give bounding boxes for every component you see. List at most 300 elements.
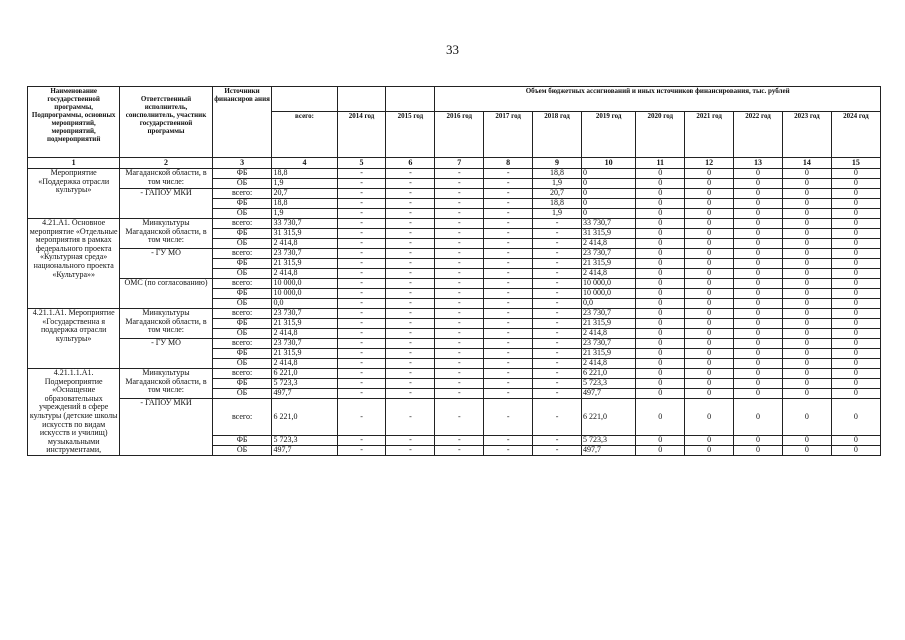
year-value: - <box>484 349 533 359</box>
year-value: - <box>337 369 386 379</box>
year-value: 0 <box>636 445 685 455</box>
year-value: 0 <box>831 199 880 209</box>
year-value: 0 <box>685 199 734 209</box>
year-value: - <box>533 339 582 349</box>
total-value: 1,9 <box>272 179 337 189</box>
year-value: 0 <box>734 239 783 249</box>
year-value: 33 730,7 <box>581 219 635 229</box>
year-value: 0 <box>734 319 783 329</box>
year-value: - <box>533 445 582 455</box>
year-value: - <box>337 299 386 309</box>
year-value: 0 <box>636 269 685 279</box>
year-value: - <box>533 229 582 239</box>
funding-source: ОБ <box>212 329 272 339</box>
year-value: 0 <box>685 209 734 219</box>
table-row <box>28 279 881 289</box>
total-value: 497,7 <box>272 445 337 455</box>
executor: - ГАПОУ МКИ <box>120 189 212 219</box>
year-value: 0 <box>685 259 734 269</box>
year-value: 1,9 <box>533 209 582 219</box>
total-value: 21 315,9 <box>272 259 337 269</box>
year-value: 23 730,7 <box>581 339 635 349</box>
total-value: 2 414,8 <box>272 359 337 369</box>
year-value: - <box>337 189 386 199</box>
total-value: 33 730,7 <box>272 219 337 229</box>
year-value: - <box>435 349 484 359</box>
total-value: 18,8 <box>272 199 337 209</box>
total-value: 6 221,0 <box>272 399 337 436</box>
year-value: - <box>533 359 582 369</box>
year-value: 0 <box>831 299 880 309</box>
year-value: 0 <box>782 259 831 269</box>
year-value: - <box>337 339 386 349</box>
year-value: - <box>484 389 533 399</box>
year-value: - <box>484 249 533 259</box>
year-value: - <box>386 309 435 319</box>
year-value: - <box>533 309 582 319</box>
year-value: 0 <box>734 229 783 239</box>
year-value: 0 <box>636 299 685 309</box>
header-executor: Ответственный исполнитель, соисполнитель, участник государственной программы <box>120 87 212 158</box>
header-year: 2014 год <box>337 112 386 158</box>
year-value: - <box>484 219 533 229</box>
year-value: 0 <box>782 229 831 239</box>
year-value: 0 <box>831 339 880 349</box>
year-value: 0 <box>685 179 734 189</box>
funding-source: ФБ <box>212 199 272 209</box>
executor: ОМС (по согласованию) <box>120 279 212 309</box>
year-value: 21 315,9 <box>581 259 635 269</box>
year-value: 10 000,0 <box>581 289 635 299</box>
year-value: - <box>484 309 533 319</box>
year-value: - <box>435 259 484 269</box>
year-value: 0 <box>782 399 831 436</box>
year-value: 0 <box>734 339 783 349</box>
header-year: 2019 год <box>581 112 635 158</box>
year-value: 0 <box>831 169 880 179</box>
year-value: 0 <box>831 239 880 249</box>
year-value: - <box>435 179 484 189</box>
total-value: 497,7 <box>272 389 337 399</box>
year-value: - <box>435 269 484 279</box>
header-year: 2022 год <box>734 112 783 158</box>
year-value: 0 <box>734 309 783 319</box>
table-row <box>28 309 881 319</box>
year-value: 0 <box>782 209 831 219</box>
year-value: - <box>386 359 435 369</box>
year-value: 0 <box>636 199 685 209</box>
year-value: - <box>337 259 386 269</box>
year-value: 10 000,0 <box>581 279 635 289</box>
total-value: 10 000,0 <box>272 279 337 289</box>
year-value: - <box>386 279 435 289</box>
year-value: 18,8 <box>533 169 582 179</box>
year-value: 0 <box>734 279 783 289</box>
year-value: 0 <box>734 399 783 436</box>
year-value: - <box>533 369 582 379</box>
funding-source: всего: <box>212 249 272 259</box>
year-value: - <box>435 209 484 219</box>
year-value: - <box>337 249 386 259</box>
funding-source: ОБ <box>212 209 272 219</box>
year-value: - <box>435 219 484 229</box>
year-value: - <box>386 369 435 379</box>
year-value: - <box>484 279 533 289</box>
year-value: 21 315,9 <box>581 319 635 329</box>
total-value: 2 414,8 <box>272 269 337 279</box>
column-index: 5 <box>337 158 386 169</box>
year-value: - <box>337 269 386 279</box>
year-value: - <box>386 179 435 189</box>
year-value: - <box>484 269 533 279</box>
year-value: 0 <box>831 319 880 329</box>
year-value: - <box>337 309 386 319</box>
year-value: 0 <box>831 289 880 299</box>
header-source: Источники финансиров ания <box>212 87 272 158</box>
year-value: - <box>386 249 435 259</box>
total-value: 0,0 <box>272 299 337 309</box>
year-value: 0 <box>782 445 831 455</box>
year-value: 0 <box>636 169 685 179</box>
total-value: 10 000,0 <box>272 289 337 299</box>
table-row <box>28 339 881 349</box>
year-value: - <box>386 389 435 399</box>
year-value: 0 <box>734 359 783 369</box>
header-year: 2015 год <box>386 112 435 158</box>
year-value: 0 <box>581 199 635 209</box>
year-value: 0 <box>831 369 880 379</box>
total-value: 5 723,3 <box>272 435 337 445</box>
year-value: 0 <box>685 309 734 319</box>
year-value: 0 <box>636 319 685 329</box>
year-value: 0 <box>685 189 734 199</box>
year-value: 0 <box>734 209 783 219</box>
year-value: 0 <box>831 219 880 229</box>
year-value: - <box>337 399 386 436</box>
year-value: 0 <box>685 219 734 229</box>
funding-source: ОБ <box>212 299 272 309</box>
column-index: 15 <box>831 158 880 169</box>
funding-source: всего: <box>212 219 272 229</box>
year-value: 0 <box>734 299 783 309</box>
year-value: 0 <box>782 239 831 249</box>
year-value: 0 <box>734 259 783 269</box>
total-value: 20,7 <box>272 189 337 199</box>
year-value: - <box>386 219 435 229</box>
funding-source: ФБ <box>212 349 272 359</box>
year-value: - <box>435 379 484 389</box>
year-value: - <box>337 179 386 189</box>
year-value: 0 <box>636 189 685 199</box>
year-value: 0 <box>636 289 685 299</box>
header-blank-cell <box>386 87 435 112</box>
year-value: - <box>484 319 533 329</box>
year-value: 0 <box>734 219 783 229</box>
column-index: 12 <box>685 158 734 169</box>
year-value: - <box>484 179 533 189</box>
year-value: 0 <box>831 329 880 339</box>
year-value: - <box>533 219 582 229</box>
year-value: - <box>484 199 533 209</box>
year-value: - <box>435 389 484 399</box>
year-value: 0 <box>782 179 831 189</box>
funding-source: ОБ <box>212 359 272 369</box>
year-value: 0 <box>734 349 783 359</box>
year-value: - <box>533 239 582 249</box>
year-value: - <box>533 269 582 279</box>
year-value: 0 <box>782 189 831 199</box>
year-value: 0 <box>685 249 734 259</box>
year-value: - <box>435 189 484 199</box>
year-value: - <box>533 329 582 339</box>
year-value: - <box>386 209 435 219</box>
year-value: 0 <box>636 349 685 359</box>
year-value: 0 <box>734 379 783 389</box>
year-value: - <box>386 239 435 249</box>
year-value: 0 <box>685 399 734 436</box>
column-index: 2 <box>120 158 212 169</box>
year-value: - <box>435 279 484 289</box>
year-value: 0 <box>636 379 685 389</box>
year-value: 0 <box>782 309 831 319</box>
year-value: - <box>533 279 582 289</box>
year-value: 0 <box>581 179 635 189</box>
year-value: - <box>533 389 582 399</box>
year-value: 0 <box>831 435 880 445</box>
year-value: 2 414,8 <box>581 329 635 339</box>
year-value: - <box>386 259 435 269</box>
year-value: - <box>386 189 435 199</box>
year-value: - <box>435 319 484 329</box>
year-value: 0 <box>581 169 635 179</box>
column-index: 7 <box>435 158 484 169</box>
year-value: 0 <box>734 169 783 179</box>
year-value: 0 <box>636 219 685 229</box>
program-name: 4.21.1.1.А1. Подмероприятие «Оснащение образовательных учреждений в сфере культуры (детские школы искусств по видам искусств и училищ) музыкальными инструментами, <box>28 369 120 456</box>
year-value: 0 <box>685 435 734 445</box>
column-index: 1 <box>28 158 120 169</box>
year-value: - <box>484 169 533 179</box>
year-value: 0 <box>734 199 783 209</box>
year-value: - <box>435 239 484 249</box>
year-value: - <box>484 399 533 436</box>
year-value: 497,7 <box>581 389 635 399</box>
funding-source: всего: <box>212 189 272 199</box>
year-value: 31 315,9 <box>581 229 635 239</box>
year-value: - <box>337 239 386 249</box>
total-value: 21 315,9 <box>272 319 337 329</box>
year-value: 0 <box>685 229 734 239</box>
year-value: - <box>533 299 582 309</box>
column-index: 11 <box>636 158 685 169</box>
year-value: 0 <box>734 369 783 379</box>
table-row <box>28 369 881 379</box>
year-value: - <box>386 339 435 349</box>
header-year: 2024 год <box>831 112 880 158</box>
year-value: 0 <box>831 229 880 239</box>
executor: Минкультуры Магаданской области, в том числе: <box>120 309 212 339</box>
year-value: 0 <box>831 445 880 455</box>
year-value: 0 <box>636 179 685 189</box>
year-value: 0 <box>831 279 880 289</box>
year-value: - <box>435 169 484 179</box>
year-value: 0 <box>636 339 685 349</box>
year-value: 0 <box>734 329 783 339</box>
year-value: 0 <box>831 189 880 199</box>
budget-table <box>27 86 881 456</box>
executor: Минкультуры Магаданской области, в том числе: <box>120 369 212 399</box>
year-value: - <box>386 289 435 299</box>
header-year: 2018 год <box>533 112 582 158</box>
year-value: 0 <box>636 209 685 219</box>
year-value: 0 <box>782 199 831 209</box>
year-value: - <box>533 379 582 389</box>
column-index-row <box>28 158 881 169</box>
year-value: - <box>337 199 386 209</box>
year-value: - <box>484 299 533 309</box>
table-row <box>28 249 881 259</box>
year-value: 0 <box>782 169 831 179</box>
year-value: - <box>337 379 386 389</box>
funding-source: ФБ <box>212 435 272 445</box>
total-value: 2 414,8 <box>272 329 337 339</box>
year-value: 0 <box>782 339 831 349</box>
column-index: 9 <box>533 158 582 169</box>
year-value: - <box>484 445 533 455</box>
year-value: 0 <box>831 309 880 319</box>
year-value: 0 <box>831 269 880 279</box>
year-value: 0 <box>734 179 783 189</box>
column-index: 8 <box>484 158 533 169</box>
year-value: 0 <box>685 279 734 289</box>
year-value: 0 <box>782 319 831 329</box>
funding-source: всего: <box>212 399 272 436</box>
year-value: 0 <box>636 309 685 319</box>
year-value: 0 <box>685 169 734 179</box>
funding-source: всего: <box>212 339 272 349</box>
column-index: 4 <box>272 158 337 169</box>
year-value: 0 <box>581 189 635 199</box>
total-value: 21 315,9 <box>272 349 337 359</box>
year-value: - <box>435 359 484 369</box>
year-value: 0 <box>734 445 783 455</box>
total-value: 23 730,7 <box>272 309 337 319</box>
year-value: - <box>337 389 386 399</box>
year-value: 0 <box>685 319 734 329</box>
table-row <box>28 219 881 229</box>
year-value: 6 221,0 <box>581 369 635 379</box>
year-value: 0 <box>782 435 831 445</box>
total-value: 18,8 <box>272 169 337 179</box>
year-value: - <box>337 329 386 339</box>
year-value: 0 <box>636 239 685 249</box>
year-value: 2 414,8 <box>581 359 635 369</box>
year-value: 0 <box>782 389 831 399</box>
year-value: 0 <box>831 389 880 399</box>
year-value: - <box>386 399 435 436</box>
funding-source: ФБ <box>212 379 272 389</box>
year-value: 0 <box>636 249 685 259</box>
year-value: - <box>435 249 484 259</box>
year-value: - <box>337 229 386 239</box>
header-blank-cell <box>272 87 337 112</box>
year-value: 1,9 <box>533 179 582 189</box>
year-value: 0 <box>734 249 783 259</box>
year-value: - <box>435 229 484 239</box>
year-value: - <box>386 229 435 239</box>
year-value: - <box>533 249 582 259</box>
funding-source: всего: <box>212 279 272 289</box>
year-value: 0 <box>782 329 831 339</box>
table-row <box>28 399 881 436</box>
year-value: - <box>533 289 582 299</box>
year-value: - <box>337 289 386 299</box>
program-name: Мероприятие «Поддержка отрасли культуры» <box>28 169 120 219</box>
program-name: 4.21.1.А1. Мероприятие «Государственна я поддержка отрасли культуры» <box>28 309 120 369</box>
funding-source: ОБ <box>212 269 272 279</box>
year-value: - <box>533 319 582 329</box>
year-value: 0 <box>734 289 783 299</box>
year-value: 0 <box>782 289 831 299</box>
year-value: 0 <box>685 329 734 339</box>
year-value: - <box>386 169 435 179</box>
year-value: - <box>484 189 533 199</box>
year-value: - <box>484 329 533 339</box>
year-value: 20,7 <box>533 189 582 199</box>
column-index: 13 <box>734 158 783 169</box>
year-value: - <box>386 319 435 329</box>
year-value: - <box>386 349 435 359</box>
year-value: 0 <box>831 359 880 369</box>
year-value: - <box>435 339 484 349</box>
year-value: 0 <box>636 279 685 289</box>
program-name: 4.21.А1. Основное мероприятие «Отдельные мероприятия в рамках федерального проекта «Культурная среда» национального проекта «Культура»» <box>28 219 120 309</box>
year-value: 0 <box>685 269 734 279</box>
year-value: 23 730,7 <box>581 249 635 259</box>
total-value: 31 315,9 <box>272 229 337 239</box>
year-value: - <box>337 209 386 219</box>
table-row <box>28 189 881 199</box>
year-value: 0 <box>581 209 635 219</box>
year-value: 0 <box>685 299 734 309</box>
year-value: - <box>484 239 533 249</box>
funding-source: ОБ <box>212 179 272 189</box>
year-value: 0 <box>636 435 685 445</box>
column-index: 14 <box>782 158 831 169</box>
year-value: 6 221,0 <box>581 399 635 436</box>
funding-source: ОБ <box>212 239 272 249</box>
year-value: - <box>337 349 386 359</box>
year-value: - <box>435 445 484 455</box>
year-value: - <box>484 229 533 239</box>
funding-source: ОБ <box>212 445 272 455</box>
year-value: 0 <box>685 349 734 359</box>
year-value: 5 723,3 <box>581 379 635 389</box>
year-value: - <box>386 299 435 309</box>
year-value: 0,0 <box>581 299 635 309</box>
year-value: 0 <box>685 239 734 249</box>
year-value: 18,8 <box>533 199 582 209</box>
year-value: - <box>484 359 533 369</box>
year-value: - <box>484 209 533 219</box>
year-value: 0 <box>734 389 783 399</box>
year-value: - <box>435 309 484 319</box>
year-value: 2 414,8 <box>581 269 635 279</box>
year-value: 0 <box>782 279 831 289</box>
year-value: - <box>337 435 386 445</box>
year-value: 0 <box>636 229 685 239</box>
year-value: 0 <box>831 349 880 359</box>
